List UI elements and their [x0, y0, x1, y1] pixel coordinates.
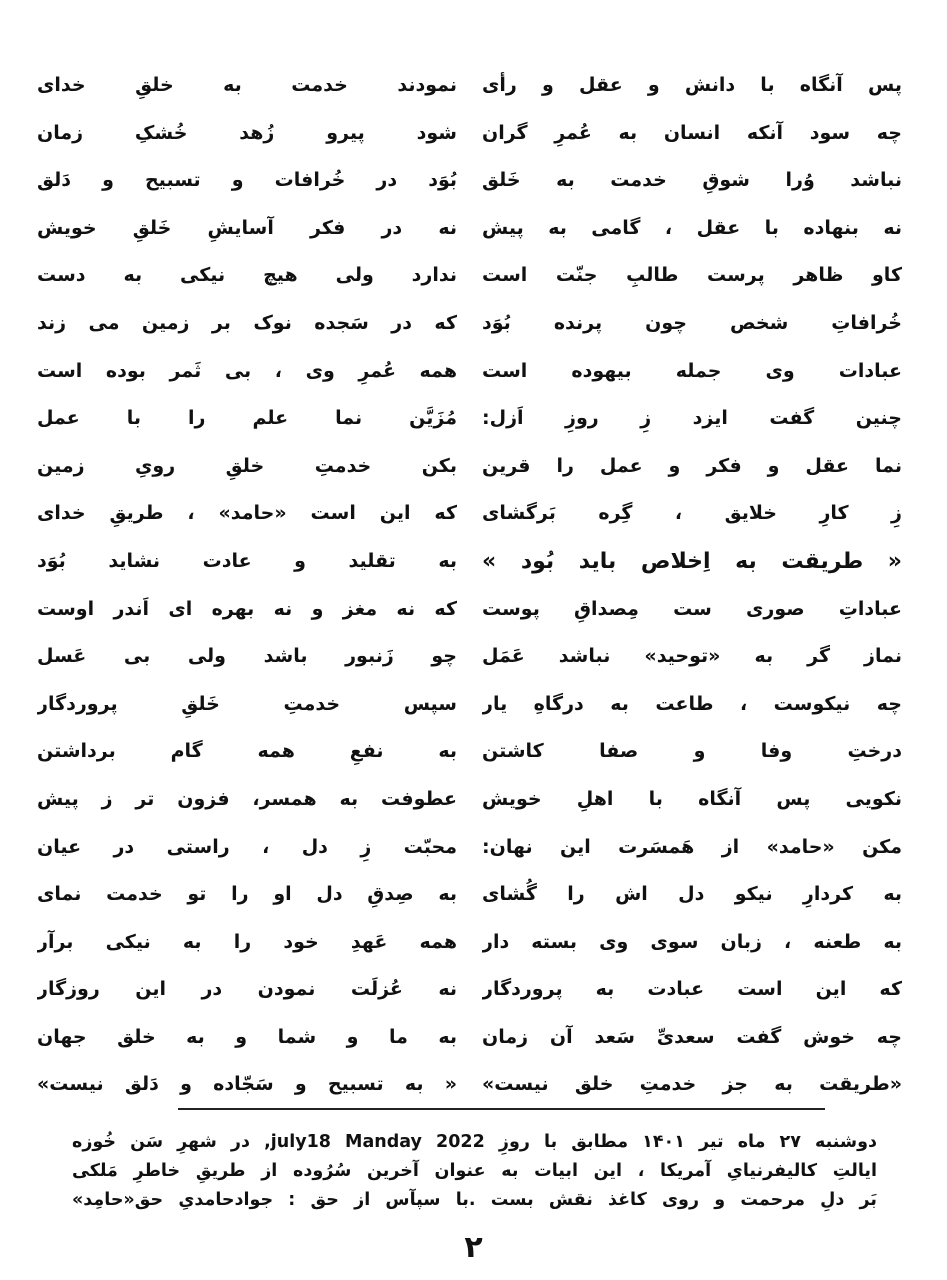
- footer-divider: [178, 1108, 825, 1110]
- poem-right-column: [482, 62, 902, 1109]
- verse-line: زِ کارِ خلایق ، گِره بَرگشای: [482, 502, 902, 525]
- verse-line: نباشد وُرا شوقِ خدمت به خَلق: [482, 169, 902, 192]
- verse-line: نه بنهاده با عقل ، گامی به پیش: [482, 216, 902, 239]
- verse-line: «طریقت به جز خدمتِ خلق نیست»: [482, 1073, 902, 1096]
- footer-line: ایالتِ کالیفرنیایِ آمریکا ، این ابیات به عنوان آخرین سُرُوده از طریقِ خاطرِ مَلکی: [72, 1161, 877, 1181]
- verse-line: به طعنه ، زبان سوی وی بسته دار: [482, 930, 902, 953]
- verse-line: محبّت زِ دل ، راستی در عیان: [37, 835, 457, 858]
- poem-left-column: [37, 62, 457, 1109]
- verse-line: همه عَهدِ خود را به نیکی برآر: [37, 930, 457, 953]
- verse-line: نما عقل و فکر و عمل را قرین: [482, 454, 902, 477]
- verse-line: شود پیرو زُهد خُشکِ زمان: [37, 121, 457, 144]
- verse-line: همه عُمرِ وی ، بی ثَمر بوده است: [37, 359, 457, 382]
- verse-line: عطوفت به همسر، فزون تر ز پیش: [37, 787, 457, 810]
- verse-line: که نه مغز و نه بهره ای اَندر اوست: [37, 597, 457, 620]
- verse-line: پس آنگاه با دانش و عقل و رأی: [482, 74, 902, 96]
- verse-line: نمودند خدمت به خلقِ خدای: [37, 74, 457, 96]
- verse-line: نه در فکر آسایشِ خَلقِ خویش: [37, 216, 457, 239]
- verse-line: بکن خدمتِ خلقِ رویِ زمین: [37, 454, 457, 477]
- verse-line: سپس خدمتِ خَلقِ پروردگار: [37, 692, 457, 715]
- verse-line: نکویی پس آنگاه با اهلِ خویش: [482, 787, 902, 810]
- verse-line: نماز گر به «توحید» نباشد عَمَل: [482, 645, 902, 668]
- verse-line: عباداتِ صوری ست مِصداقِ پوست: [482, 597, 902, 620]
- verse-line: که در سَجده نوک بر زمین می زند: [37, 311, 457, 334]
- verse-line: مکن «حامد» از هَمسَرت این نهان:: [482, 835, 902, 858]
- verse-line: به صِدقِ دل او را تو خدمت نمای: [37, 883, 457, 906]
- verse-line: چنین گفت ایزد زِ روزِ اَزل:: [482, 407, 902, 430]
- verse-line: که این است «حامد» ، طریقِ خدای: [37, 502, 457, 525]
- verse-line: ندارد ولی هیچ نیکی به دست: [37, 264, 457, 287]
- verse-line: مُزَیَّن نما علم را با عمل: [37, 407, 457, 430]
- verse-line: بُوَد در خُرافات و تسبیح و دَلق: [37, 169, 457, 192]
- page-number: ۲: [464, 1230, 483, 1265]
- verse-line: عبادات وی جمله بیهوده است: [482, 359, 902, 382]
- verse-line: که این است عبادت به پروردگار: [482, 978, 902, 1001]
- verse-line: چه خوش گفت سعدیِّ سَعد آن زمان: [482, 1025, 902, 1048]
- verse-line: درختِ وفا و صفا کاشتن: [482, 740, 902, 763]
- verse-line-emphasized: « طریقت به اِخلاص باید بُود »: [482, 548, 902, 574]
- verse-line: چه نیکوست ، طاعت به درگاهِ یار: [482, 692, 902, 715]
- footer-note: [72, 1128, 877, 1215]
- verse-line: کاو ظاهر پرست طالبِ جنّت است: [482, 264, 902, 287]
- footer-line: دوشنبه ۲۷ ماه تیر ۱۴۰۱ مطابق با روزِ july18 Manday 2022, در شهرِ سَن خُوزه: [72, 1132, 877, 1152]
- verse-line: به ما و شما و به خلق جهان: [37, 1025, 457, 1048]
- verse-line: چو زَنبور باشد ولی بی عَسل: [37, 645, 457, 668]
- verse-line: خُرافاتِ شخص چون پرنده بُوَد: [482, 311, 902, 334]
- verse-line: به نفعِ همه گام برداشتن: [37, 740, 457, 763]
- verse-line: به کردارِ نیکو دل اش را گُشای: [482, 883, 902, 906]
- verse-line: « به تسبیح و سَجّاده و دَلق نیست»: [37, 1073, 457, 1096]
- verse-line: چه سود آنکه انسان به عُمرِ گران: [482, 121, 902, 144]
- verse-line: نه عُزلَت نمودن در این روزگار: [37, 978, 457, 1001]
- verse-line: به تقلید و عادت نشاید بُوَد: [37, 549, 457, 572]
- footer-line: بَر دلِ مرحمت و روی کاغذ نقش بست .با سپآس از حق : جوادحامدیِ حق«حامِد»: [72, 1190, 877, 1210]
